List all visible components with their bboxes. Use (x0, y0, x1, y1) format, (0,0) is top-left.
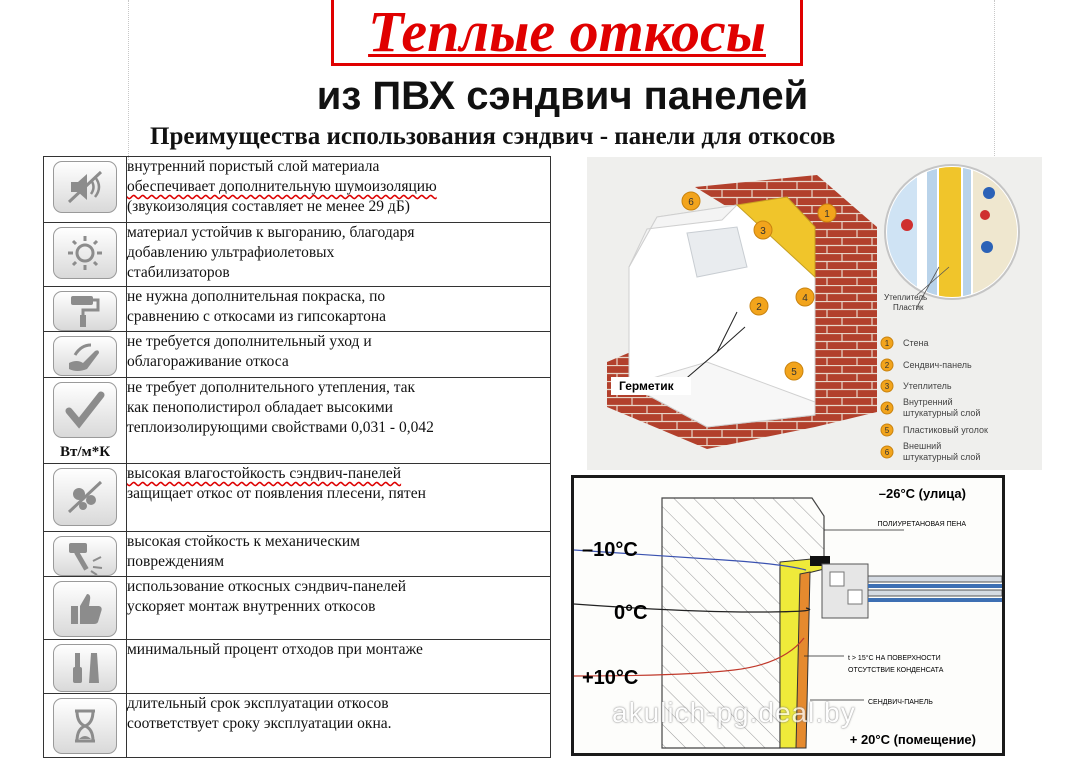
watermark: akulich-pg.deal.by (612, 697, 856, 728)
svg-text:5: 5 (791, 367, 797, 378)
legend-label: Сендвич-панель (903, 360, 972, 370)
advantage-line: ускоряет монтаж внутренних откосов (127, 598, 376, 615)
legend-label: Пластиковый уголок (903, 425, 988, 435)
wall-illustration (607, 175, 877, 449)
advantage-line: не нужна дополнительная покраска, по (127, 288, 386, 305)
paint-roller-icon (53, 291, 117, 331)
advantage-text: обеспечивает дополнительную шумоизоляцию (127, 178, 437, 195)
advantage-line: длительный срок эксплуатации откосов (127, 695, 389, 712)
svg-text:4: 4 (802, 293, 808, 304)
layers-diagram (587, 157, 1042, 470)
svg-text:3: 3 (760, 226, 766, 237)
legend-label: Внутренний (903, 397, 953, 407)
advantage-line: сравнению с откосами из гипсокартона (127, 308, 387, 325)
tools-icon (53, 644, 117, 692)
advantage-line: теплоизолирующими свойствами 0,031 - 0,042 (127, 419, 434, 436)
thumbs-up-icon (53, 581, 117, 637)
svg-text:6: 6 (688, 197, 694, 208)
checkmark-icon (53, 382, 117, 438)
advantage-line: материал устойчив к выгоранию, благодаря (127, 224, 415, 241)
page-title: Теплые откосы (368, 0, 766, 64)
table-row (44, 157, 551, 223)
advantage-line: высокая стойкость к механическим (127, 533, 360, 550)
advantage-line (127, 577, 550, 597)
outside-temperature: –26°С (улица) (878, 486, 966, 501)
foam-callout: ПОЛИУРЕТАНОВАЯ ПЕНА (877, 521, 966, 528)
table-row (44, 464, 551, 532)
table-row (44, 223, 551, 287)
legend-number: 3 (884, 382, 890, 391)
insulation-callout: Утеплитель (884, 293, 928, 302)
advantage-line (127, 398, 550, 418)
advantage-text: как пенополистирол обладает высокими (127, 399, 393, 416)
isotherm-label-plus10: +10°С (582, 667, 639, 689)
hammer-icon (53, 536, 117, 576)
page-title-box (331, 0, 803, 66)
table-row (44, 640, 551, 694)
svg-text:2: 2 (756, 302, 762, 313)
guide-line-left (128, 0, 129, 160)
layer-circle-detail (885, 165, 1019, 299)
surface-callout-1: t > 15°С НА ПОВЕРХНОСТИ (848, 655, 941, 662)
table-row (44, 694, 551, 758)
advantage-line (127, 177, 550, 197)
sealant-label: Герметик (619, 379, 674, 393)
legend-label: Стена (903, 338, 929, 348)
hourglass-icon (53, 698, 117, 754)
table-row (44, 332, 551, 378)
legend-number: 1 (884, 339, 890, 348)
legend-label: Внешний (903, 441, 942, 451)
panel-callout: СЕНДВИЧ-ПАНЕЛЬ (868, 699, 933, 706)
advantage-line: внутренний пористый слой материала (127, 158, 380, 175)
legend-label: Утеплитель (903, 381, 952, 391)
table-row (44, 532, 551, 577)
legend-number: 4 (884, 404, 890, 413)
table-row (44, 577, 551, 640)
table-row (44, 287, 551, 332)
advantage-text: использование откосных сэндвич-панелей (127, 578, 407, 595)
legend-number: 5 (884, 426, 890, 435)
advantage-text: высокая влагостойкость сэндвич-панелей (127, 465, 402, 482)
advantages-heading: Преимущества использования сэндвич - панели для откосов (150, 123, 836, 150)
sun-icon (53, 227, 117, 279)
page-subtitle: из ПВХ сэндвич панелей (316, 74, 809, 118)
advantage-line: добавлению ультрафиолетовых (127, 244, 335, 261)
svg-text:1: 1 (824, 209, 830, 220)
table-row (44, 378, 551, 464)
advantage-line: не требует дополнительного утепления, так (127, 379, 416, 396)
surface-callout-2: ОТСУТСТВИЕ КОНДЕНСАТА (848, 667, 944, 674)
isotherm-label-minus10: –10°С (582, 539, 638, 561)
advantage-line (127, 464, 550, 484)
advantage-line: стабилизаторов (127, 264, 230, 281)
advantage-line: (звукоизоляция составляет не менее 29 дБ) (127, 198, 410, 215)
legend-number: 2 (884, 361, 890, 370)
inside-temperature: + 20°С (помещение) (849, 732, 976, 747)
advantages-table (43, 156, 551, 758)
anti-mold-icon (53, 468, 117, 526)
advantage-line: защищает откос от появления плесени, пятен (127, 485, 426, 502)
advantage-line: не требуется дополнительный уход и (127, 333, 372, 350)
legend-number: 6 (884, 448, 890, 457)
legend (881, 337, 988, 462)
guide-line-right (994, 0, 995, 160)
advantage-line: соответствует сроку эксплуатации окна. (127, 715, 392, 732)
isotherm-label-zero: 0°С (614, 602, 648, 624)
sound-insulation-icon (53, 161, 117, 213)
legend-label: штукатурный слой (903, 408, 981, 418)
advantage-line: облагораживание откоса (127, 353, 289, 370)
thermal-unit-label: Вт/м*К (60, 444, 111, 460)
advantage-line: повреждениям (127, 553, 224, 570)
advantage-line: минимальный процент отходов при монтаже (127, 641, 423, 658)
legend-label: штукатурный слой (903, 452, 981, 462)
care-hand-icon (53, 336, 117, 376)
plastic-callout: Пластик (893, 303, 924, 312)
